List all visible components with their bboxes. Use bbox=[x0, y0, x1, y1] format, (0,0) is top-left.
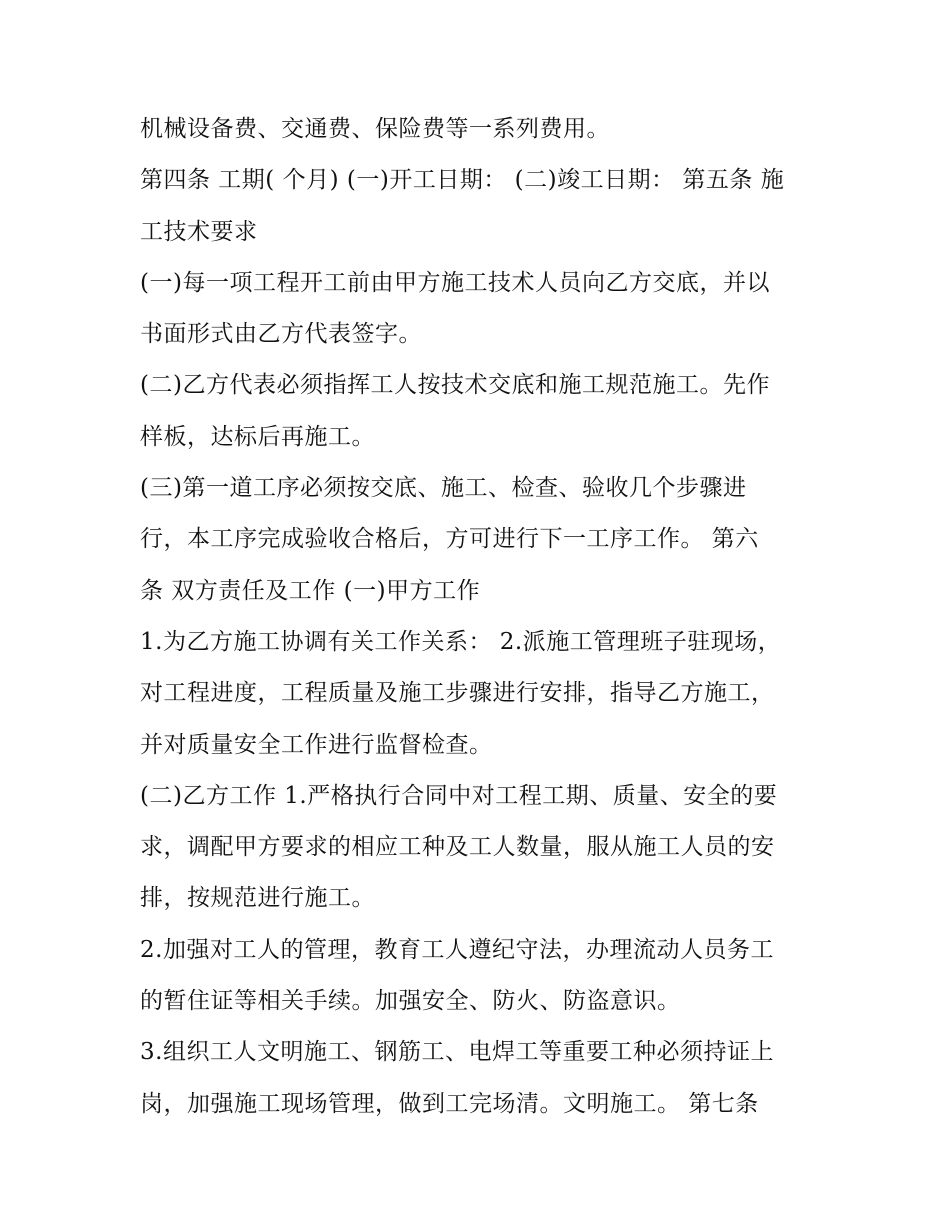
text-line: (一)每一项工程开工前由甲方施工技术人员向乙方交底，并以 bbox=[140, 269, 770, 296]
text-line: (三)第一道工序必须按交底、施工、检查、验收几个步骤进 bbox=[140, 475, 747, 502]
text-line: 书面形式由乙方代表签字。 bbox=[140, 321, 422, 348]
text-line: 第四条 工期( 个月) (一)开工日期： (二)竣工日期： 第五条 施 bbox=[140, 167, 785, 194]
text-line: 排，按规范进行施工。 bbox=[140, 885, 375, 912]
text-line: 的暂住证等相关手续。加强安全、防火、防盗意识。 bbox=[140, 988, 681, 1015]
text-line: (二)乙方工作 1.严格执行合同中对工程工期、质量、安全的要 bbox=[140, 782, 778, 809]
text-line: 条 双方责任及工作 (一)甲方工作 bbox=[140, 577, 481, 604]
text-line: (二)乙方代表必须指挥工人按技术交底和施工规范施工。先作 bbox=[140, 372, 770, 399]
text-line: 并对质量安全工作进行监督检查。 bbox=[140, 731, 493, 758]
text-line: 工技术要求 bbox=[140, 218, 258, 245]
text-line: 2.加强对工人的管理，教育工人遵纪守法，办理流动人员务工 bbox=[140, 936, 774, 963]
text-line: 岗，加强施工现场管理，做到工完场清。文明施工。 第七条 bbox=[140, 1090, 759, 1117]
text-line: 行，本工序完成验收合格后，方可进行下一工序工作。 第六 bbox=[140, 526, 759, 553]
document-body bbox=[140, 104, 820, 1130]
text-line: 对工程进度，工程质量及施工步骤进行安排，指导乙方施工， bbox=[140, 680, 775, 707]
text-line: 求，调配甲方要求的相应工种及工人数量，服从施工人员的安 bbox=[140, 834, 775, 861]
text-line: 机械设备费、交通费、保险费等一系列费用。 bbox=[140, 116, 610, 142]
text-line: 样板，达标后再施工。 bbox=[140, 423, 375, 450]
text-line: 1.为乙方施工协调有关工作关系： 2.派施工管理班子驻现场， bbox=[140, 628, 782, 655]
text-line: 3.组织工人文明施工、钢筋工、电焊工等重要工种必须持证上 bbox=[140, 1039, 774, 1066]
